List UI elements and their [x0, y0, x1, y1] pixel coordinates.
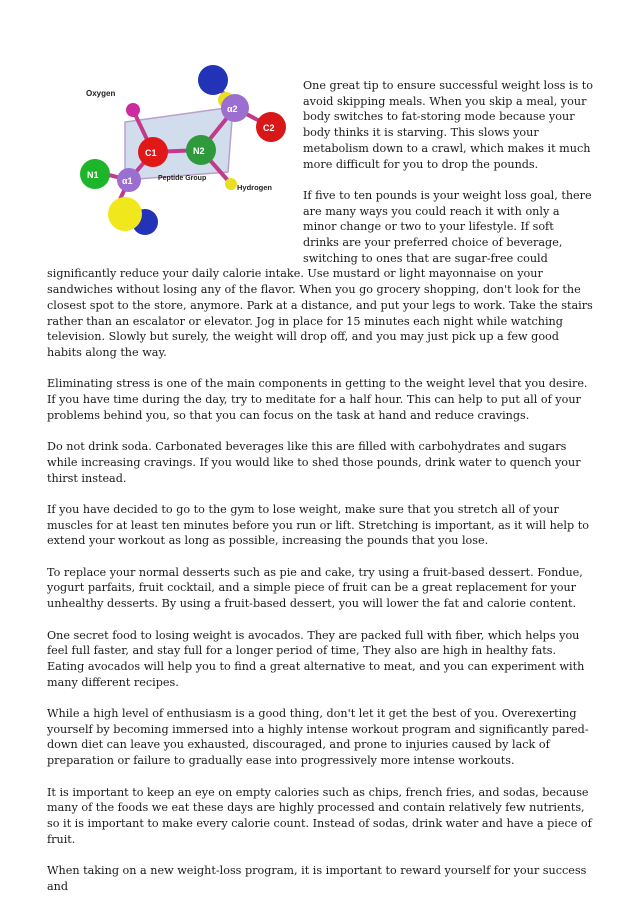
c2-label: C2: [263, 123, 275, 133]
alpha2-label: α2: [227, 104, 238, 114]
hydrogen-atom: [225, 178, 237, 190]
paragraph: One secret food to losing weight is avocados. They are packed full with fiber, which helps you feel full faster, and stay full for a longer period of time, They also are high in healthy fats. Eating avocados will help you to find a great alternative to meat, and you can experiment with many different recipes.: [47, 628, 585, 689]
article-body: [47, 78, 593, 910]
alpha1-label: α1: [122, 176, 133, 186]
paragraph: It is important to keep an eye on empty calories such as chips, french fries, and sodas, because many of the foods we eat these days are highly processed and contain relatively few nutrients, so it is important to make every calorie count. Instead of sodas, drink water and have a piece of fruit.: [47, 785, 592, 846]
paragraph: Do not drink soda. Carbonated beverages like this are filled with carbohydrates and sugars while increasing cravings. If you would like to shed those pounds, drink water to quench your thirst instead.: [47, 440, 581, 485]
peptide-molecule-figure: [47, 78, 303, 258]
top-blue-atom: [198, 65, 228, 95]
n1-label: N1: [87, 170, 99, 180]
c1-label: C1: [145, 148, 157, 158]
paragraph: Eliminating stress is one of the main components in getting to the weight level that you desire. If you have time during the day, try to meditate for a half hour. This can help to put all of your problems behind you, so that you can focus on the task at hand and reduce cravings.: [47, 377, 588, 422]
peptide-group-label: Peptide Group: [158, 175, 207, 182]
n2-label: N2: [193, 146, 205, 156]
paragraph: If five to ten pounds is your weight loss goal, there are many ways you could reach it with only a minor change or two to your lifestyle. If soft drinks are your preferred choice of beverage, switching to ones that are sugar-free could significantly reduce your daily calorie intake. Use mustard or light mayonnaise on your sandwiches without losing any of the flavor. When you go grocery shopping, don't look for the closest spot to the store, anymore. Park at a distance, and put your legs to work. Take the stairs rather than an escalator or elevator. Jog in place for 15 minutes each night while watching television. Slowly but surely, the weight will drop off, and you may just pick up a few good habits along the way.: [47, 188, 593, 359]
peptide-molecule-diagram: [63, 62, 293, 237]
paragraph: While a high level of enthusiasm is a good thing, don't let it get the best of you. Overexerting yourself by becoming immersed into a highly intense workout program and significantly pared-down diet can leave you exhausted, discouraged, and prone to injuries caused by lack of preparation or failure to gradually ease into progressively more intense workouts.: [47, 707, 589, 768]
paragraph: One great tip to ensure successful weight loss is to avoid skipping meals. When you skip a meal, your body switches to fat-storing mode because your body thinks it is starving. This slows your metabolism down to a crawl, which makes it much more difficult for you to drop the pounds.: [303, 79, 593, 171]
oxygen-label: Oxygen: [86, 89, 116, 98]
paragraph: When taking on a new weight-loss program, it is important to reward yourself for your success and: [47, 864, 587, 893]
oxygen-atom: [126, 103, 140, 117]
paragraph: If you have decided to go to the gym to lose weight, make sure that you stretch all of your muscles for at least ten minutes before you run or lift. Stretching is important, as it will help to extend your workout as long as possible, increasing the pounds that you lose.: [47, 502, 589, 548]
hydrogen-label: Hydrogen: [237, 183, 273, 192]
paragraph: To replace your normal desserts such as pie and cake, try using a fruit-based dessert. Fondue, yogurt parfaits, fruit cocktail, and a simple piece of fruit can be a great replacement for your unhealthy desserts. By using a fruit-based dessert, you will lower the fat and calorie content.: [47, 565, 583, 611]
bottom-yellow-atom: [108, 197, 142, 231]
